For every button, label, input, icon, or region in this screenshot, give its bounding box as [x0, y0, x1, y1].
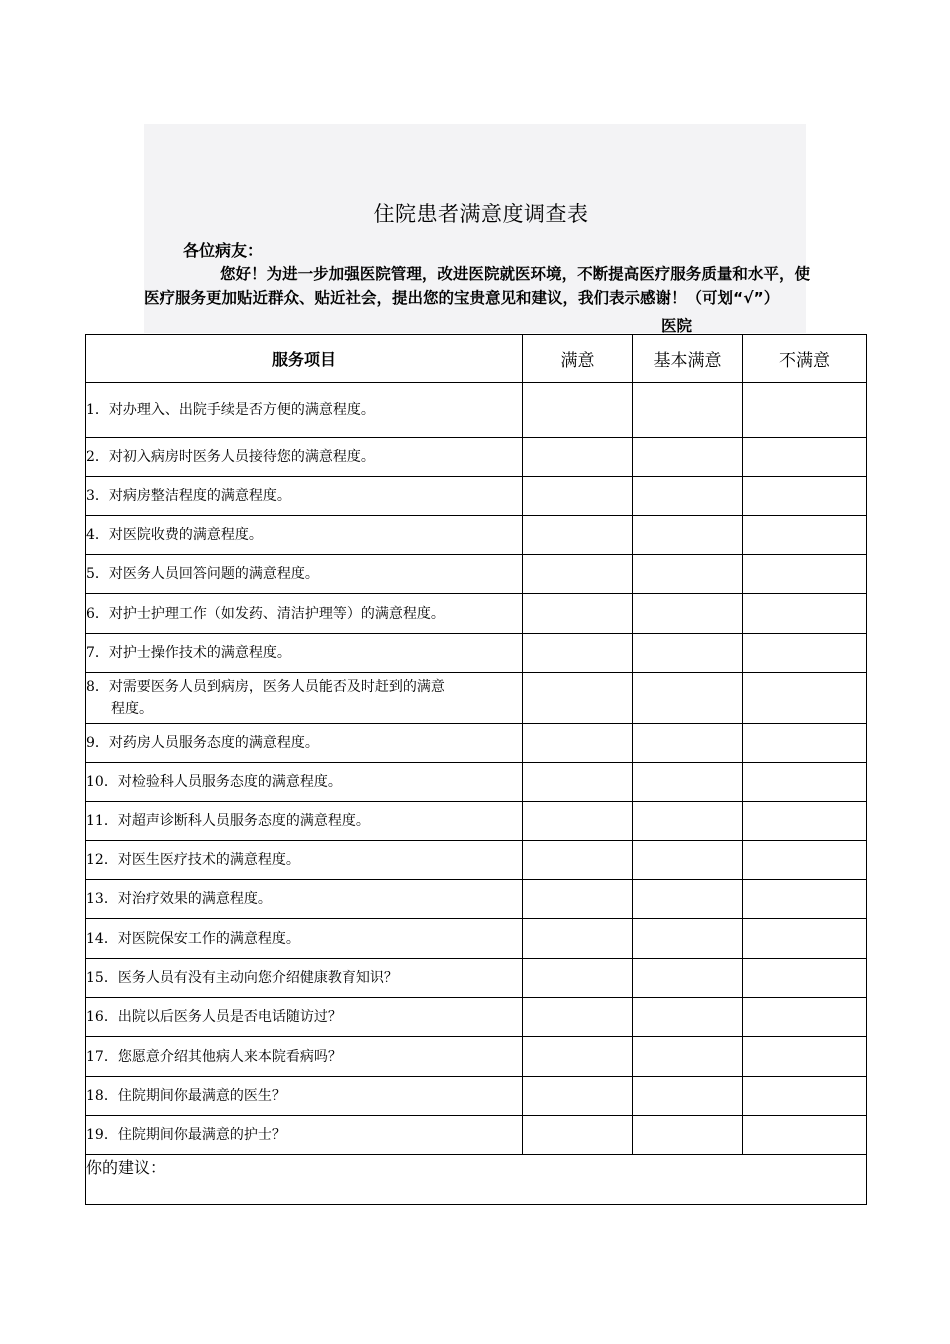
check-cell-unsatisfied[interactable]: [743, 919, 867, 959]
table-row: [86, 383, 867, 438]
hospital-label: 医院: [661, 317, 693, 335]
question-text: 5．对医务人员回答问题的满意程度。: [86, 566, 319, 582]
question-text: 15．医务人员有没有主动向您介绍健康教育知识？: [86, 970, 398, 986]
check-cell-unsatisfied[interactable]: [743, 724, 867, 763]
check-cell-satisfied[interactable]: [523, 555, 633, 594]
table-row: [86, 673, 867, 724]
check-cell-basically-satisfied[interactable]: [633, 1077, 743, 1116]
check-cell-basically-satisfied[interactable]: [633, 477, 743, 516]
question-cell: [86, 1116, 523, 1155]
check-cell-satisfied[interactable]: [523, 1077, 633, 1116]
check-cell-unsatisfied[interactable]: [743, 1116, 867, 1155]
question-cell: [86, 763, 523, 802]
check-cell-unsatisfied[interactable]: [743, 383, 867, 438]
intro-paragraph: 您好！为进一步加强医院管理，改进医院就医环境，不断提高医疗服务质量和水平，使医疗服务更加贴近群众、贴近社会，提出您的宝贵意见和建议，我们表示感谢！（可划“√”）: [144, 265, 810, 307]
question-text: 4．对医院收费的满意程度。: [86, 527, 263, 543]
question-text: 7．对护士操作技术的满意程度。: [86, 645, 291, 661]
table-row: [86, 763, 867, 802]
question-text: 13．对治疗效果的满意程度。: [86, 891, 272, 907]
table-row: [86, 724, 867, 763]
check-cell-satisfied[interactable]: [523, 516, 633, 555]
question-cell: [86, 477, 523, 516]
check-cell-basically-satisfied[interactable]: [633, 634, 743, 673]
check-cell-satisfied[interactable]: [523, 998, 633, 1037]
question-cell: [86, 959, 523, 998]
question-cell: [86, 516, 523, 555]
check-cell-unsatisfied[interactable]: [743, 802, 867, 841]
check-cell-satisfied[interactable]: [523, 477, 633, 516]
survey-table: [85, 334, 867, 1205]
check-cell-satisfied[interactable]: [523, 763, 633, 802]
header-satisfied: 满意: [523, 335, 633, 383]
question-text: 14．对医院保安工作的满意程度。: [86, 930, 300, 947]
check-cell-basically-satisfied[interactable]: [633, 438, 743, 477]
table-row: [86, 634, 867, 673]
check-cell-basically-satisfied[interactable]: [633, 724, 743, 763]
question-cell: [86, 919, 523, 959]
check-cell-unsatisfied[interactable]: [743, 516, 867, 555]
table-row: [86, 1077, 867, 1116]
question-text: 10．对检验科人员服务态度的满意程度。: [86, 774, 342, 790]
question-text: 12．对医生医疗技术的满意程度。: [86, 852, 300, 868]
question-cell: [86, 555, 523, 594]
question-cell: [86, 998, 523, 1037]
question-text: 19．住院期间你最满意的护士？: [86, 1127, 286, 1143]
check-cell-satisfied[interactable]: [523, 724, 633, 763]
suggestion-row: [86, 1155, 867, 1205]
table-row: [86, 477, 867, 516]
check-cell-basically-satisfied[interactable]: [633, 673, 743, 724]
suggestion-label: 你的建议：: [86, 1158, 167, 1177]
check-cell-basically-satisfied[interactable]: [633, 1116, 743, 1155]
question-text: 18．住院期间你最满意的医生？: [86, 1088, 286, 1104]
table-row: [86, 919, 867, 959]
page-title: 住院患者满意度调查表: [373, 202, 589, 226]
check-cell-unsatisfied[interactable]: [743, 1037, 867, 1077]
check-cell-basically-satisfied[interactable]: [633, 880, 743, 919]
question-cell: [86, 383, 523, 438]
table-row: [86, 516, 867, 555]
question-text: 1．对办理入、出院手续是否方便的满意程度。: [86, 402, 375, 418]
check-cell-satisfied[interactable]: [523, 1116, 633, 1155]
check-cell-unsatisfied[interactable]: [743, 673, 867, 724]
question-cell: [86, 1077, 523, 1116]
check-cell-unsatisfied[interactable]: [743, 998, 867, 1037]
question-text: 17．您愿意介绍其他病人来本院看病吗？: [86, 1048, 342, 1065]
question-text-continuation: 程度。: [111, 701, 153, 717]
question-cell: [86, 634, 523, 673]
table-row: [86, 438, 867, 477]
table-row: [86, 1116, 867, 1155]
check-cell-basically-satisfied[interactable]: [633, 555, 743, 594]
table-row: [86, 998, 867, 1037]
check-cell-satisfied[interactable]: [523, 919, 633, 959]
question-cell: [86, 802, 523, 841]
question-cell: [86, 841, 523, 880]
check-cell-satisfied[interactable]: [523, 841, 633, 880]
check-cell-unsatisfied[interactable]: [743, 1077, 867, 1116]
check-cell-unsatisfied[interactable]: [743, 880, 867, 919]
check-cell-basically-satisfied[interactable]: [633, 802, 743, 841]
check-cell-basically-satisfied[interactable]: [633, 383, 743, 438]
check-cell-basically-satisfied[interactable]: [633, 959, 743, 998]
check-cell-satisfied[interactable]: [523, 1037, 633, 1077]
header-basically-satisfied: 基本满意: [633, 335, 743, 383]
check-cell-basically-satisfied[interactable]: [633, 1037, 743, 1077]
question-cell: [86, 673, 523, 724]
question-cell: [86, 594, 523, 634]
check-cell-satisfied[interactable]: [523, 383, 633, 438]
question-text: 16．出院以后医务人员是否电话随访过？: [86, 1009, 342, 1025]
check-cell-basically-satisfied[interactable]: [633, 841, 743, 880]
check-cell-unsatisfied[interactable]: [743, 594, 867, 634]
question-text: 3．对病房整洁程度的满意程度。: [86, 488, 291, 504]
check-cell-unsatisfied[interactable]: [743, 438, 867, 477]
question-text: 8．对需要医务人员到病房，医务人员能否及时赶到的满意: [86, 679, 445, 695]
check-cell-unsatisfied[interactable]: [743, 634, 867, 673]
table-row: [86, 959, 867, 998]
check-cell-basically-satisfied[interactable]: [633, 516, 743, 555]
table-row: [86, 841, 867, 880]
check-cell-satisfied[interactable]: [523, 438, 633, 477]
question-cell: [86, 724, 523, 763]
question-cell: [86, 1037, 523, 1077]
table-row: [86, 1037, 867, 1077]
question-text: 2．对初入病房时医务人员接待您的满意程度。: [86, 449, 375, 465]
check-cell-unsatisfied[interactable]: [743, 555, 867, 594]
header-unsatisfied: 不满意: [743, 335, 867, 383]
check-cell-satisfied[interactable]: [523, 634, 633, 673]
table-row: [86, 594, 867, 634]
table-header-row: [86, 335, 867, 383]
header-service-item: 服务项目: [86, 335, 523, 383]
check-cell-unsatisfied[interactable]: [743, 477, 867, 516]
table-row: [86, 880, 867, 919]
question-cell: [86, 438, 523, 477]
question-cell: [86, 880, 523, 919]
question-text: 9．对药房人员服务态度的满意程度。: [86, 735, 319, 751]
table-row: [86, 555, 867, 594]
check-cell-unsatisfied[interactable]: [743, 841, 867, 880]
check-cell-basically-satisfied[interactable]: [633, 998, 743, 1037]
check-cell-unsatisfied[interactable]: [743, 763, 867, 802]
check-cell-basically-satisfied[interactable]: [633, 919, 743, 959]
check-cell-satisfied[interactable]: [523, 880, 633, 919]
check-cell-basically-satisfied[interactable]: [633, 763, 743, 802]
check-cell-satisfied[interactable]: [523, 673, 633, 724]
check-cell-satisfied[interactable]: [523, 802, 633, 841]
check-cell-satisfied[interactable]: [523, 594, 633, 634]
check-cell-basically-satisfied[interactable]: [633, 594, 743, 634]
table-row: [86, 802, 867, 841]
check-cell-satisfied[interactable]: [523, 959, 633, 998]
question-text: 6．对护士护理工作（如发药、清洁护理等）的满意程度。: [86, 605, 445, 622]
question-text: 11．对超声诊断科人员服务态度的满意程度。: [86, 813, 370, 829]
suggestion-cell[interactable]: [86, 1155, 867, 1205]
greeting: 各位病友：: [183, 241, 264, 260]
check-cell-unsatisfied[interactable]: [743, 959, 867, 998]
